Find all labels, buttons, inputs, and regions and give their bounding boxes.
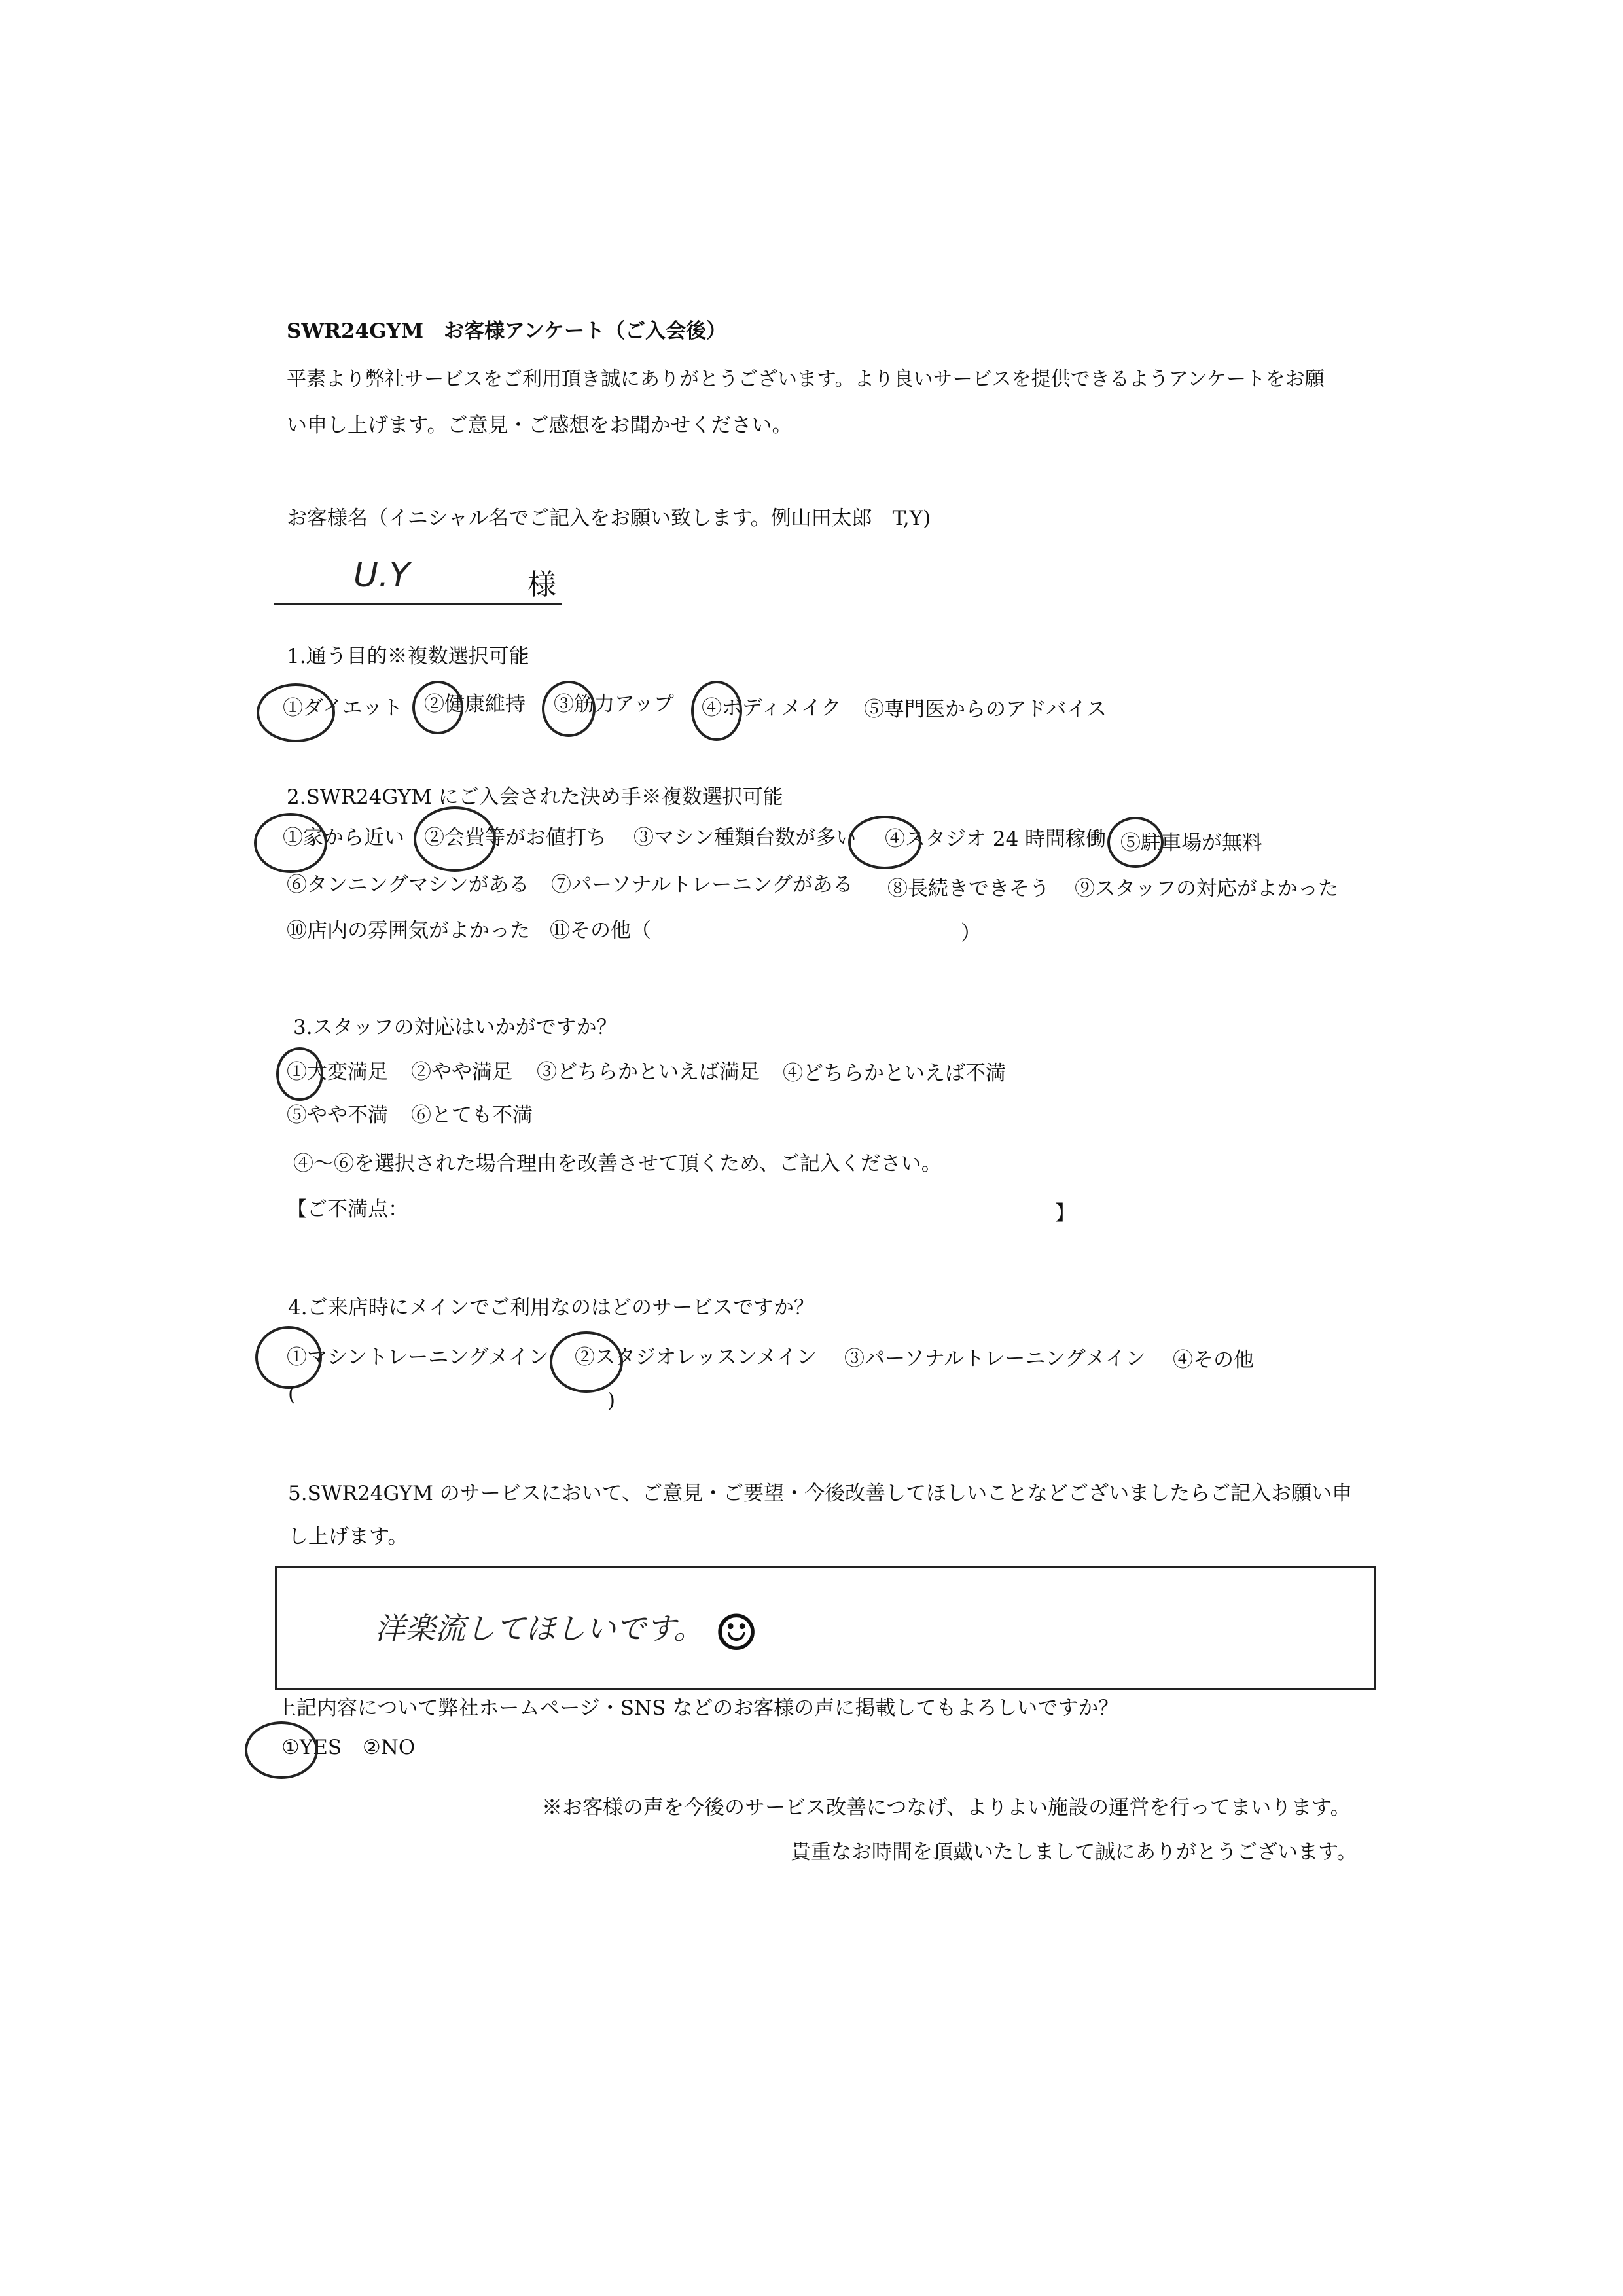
consent-yes[interactable]: ①YES [281,1736,342,1759]
q3-complaint-label: 【ご不満点： [287,1198,408,1221]
q1-option-5[interactable]: ⑤専門医からのアドバイス [864,698,1107,721]
q2-option-7[interactable]: ⑦パーソナルトレーニングがある [551,873,853,897]
q2-option-5[interactable]: ⑤駐車場が無料 [1120,831,1262,855]
smiley-icon: ☺ [714,1604,759,1662]
q2-option-1[interactable]: ①家から近い [283,826,404,850]
q4-option-4[interactable]: ④その他 [1173,1348,1254,1372]
q3-circle-1 [276,1047,323,1101]
q3-note: ④～⑥を選択された場合理由を改善させて頂くため、ご記入ください。 [293,1152,942,1175]
q5-answer-box[interactable] [275,1566,1376,1690]
q1-option-3[interactable]: ③筋力アップ [554,692,674,716]
q3-option-6[interactable]: ⑥とても不満 [411,1103,533,1127]
q4-option-2[interactable]: ②スタジオレッスンメイン [575,1346,817,1369]
q3-option-2[interactable]: ②やや満足 [411,1060,512,1084]
q3-option-4[interactable]: ④どちらかといえば不満 [783,1062,1006,1085]
q4-circle-2 [550,1331,623,1393]
q2-circle-2 [414,806,496,872]
q5-answer: 洋楽流してほしいです。 [375,1611,704,1646]
q5-question-line-1: 5.SWR24GYM のサービスにおいて、ご意見・ご要望・今後改善してほしいことなどございましたらご記入お願い申 [288,1482,1353,1505]
q1-circle-3 [542,681,596,737]
q2-circle-1 [254,813,327,873]
q3-option-5[interactable]: ⑤やや不満 [287,1103,388,1127]
intro-line-2: い申し上げます。ご意見・ご感想をお聞かせください。 [287,414,793,437]
q4-circle-1 [255,1326,322,1389]
q2-other-close: ） [961,922,981,945]
q2-option-6[interactable]: ⑥タンニングマシンがある [287,873,529,897]
survey-title [287,319,726,344]
consent-question: 上記内容について弊社ホームページ・SNS などのお客様の声に掲載してもよろしいですか？ [276,1696,1119,1720]
q2-circle-5 [1107,817,1164,868]
q3-option-1[interactable]: ①大変満足 [287,1060,388,1084]
q1-question: 1.通う目的※複数選択可能 [287,645,529,668]
customer-name-label: お客様名（イニシャル名でご記入をお願い致します。例山田太郎 T,Y) [287,507,931,530]
q1-circle-2 [412,681,463,734]
q3-complaint-close: 】 [1055,1202,1075,1225]
q3-question: 3.スタッフの対応はいかがですか？ [293,1016,617,1039]
q1-option-1[interactable]: ①ダイエット [283,696,403,720]
q2-option-9[interactable]: ⑨スタッフの対応がよかった [1075,877,1338,901]
honorific: 様 [527,568,556,601]
footer-line-2: 貴重なお時間を頂戴いたしまして誠にありがとうございます。 [791,1840,1357,1864]
customer-initials: U.Y [353,556,410,595]
footer-line-1: ※お客様の声を今後のサービス改善につなげ、よりよい施設の運営を行ってまいります。 [542,1796,1351,1820]
q1-circle-4 [691,681,742,741]
name-underline [274,603,562,605]
q3-option-3[interactable]: ③どちらかといえば満足 [537,1060,760,1084]
consent-yes-circle [245,1721,318,1779]
consent-no[interactable]: ②NO [363,1736,416,1759]
q1-circle-1 [257,683,335,742]
q4-option-1[interactable]: ①マシントレーニングメイン [287,1346,549,1369]
q1-option-2[interactable]: ②健康維持 [424,692,526,716]
q5-question-line-2: し上げます。 [288,1525,408,1549]
q2-option-3[interactable]: ③マシン種類台数が多い [633,826,857,850]
q2-circle-4 [848,816,921,869]
q2-option-4[interactable]: ④スタジオ 24 時間稼働 [885,827,1107,851]
q4-option-3[interactable]: ③パーソナルトレーニングメイン [844,1347,1146,1371]
q2-question: 2.SWR24GYM にご入会された決め手※複数選択可能 [287,785,783,809]
q2-option-10[interactable]: ⑩店内の雰囲気がよかった [287,919,530,942]
q4-paren-close: ) [607,1389,616,1412]
q2-option-2[interactable]: ②会費等がお値打ち [424,826,607,850]
q1-option-4[interactable]: ④ボディメイク [702,696,842,720]
intro-line-1: 平素より弊社サービスをご利用頂き誠にありがとうございます。より良いサービスを提供できるようアンケートをお願 [287,368,1325,391]
q4-question: 4.ご来店時にメインでご利用なのはどのサービスですか？ [288,1296,814,1319]
q4-paren-open: ( [288,1382,296,1406]
gym-name: SWR24GYM [287,319,424,343]
title-text: お客様アンケート（ご入会後） [444,319,727,343]
q2-option-11[interactable]: ⑪その他（ [550,919,651,942]
q2-option-8[interactable]: ⑧長続きできそう [887,877,1050,901]
